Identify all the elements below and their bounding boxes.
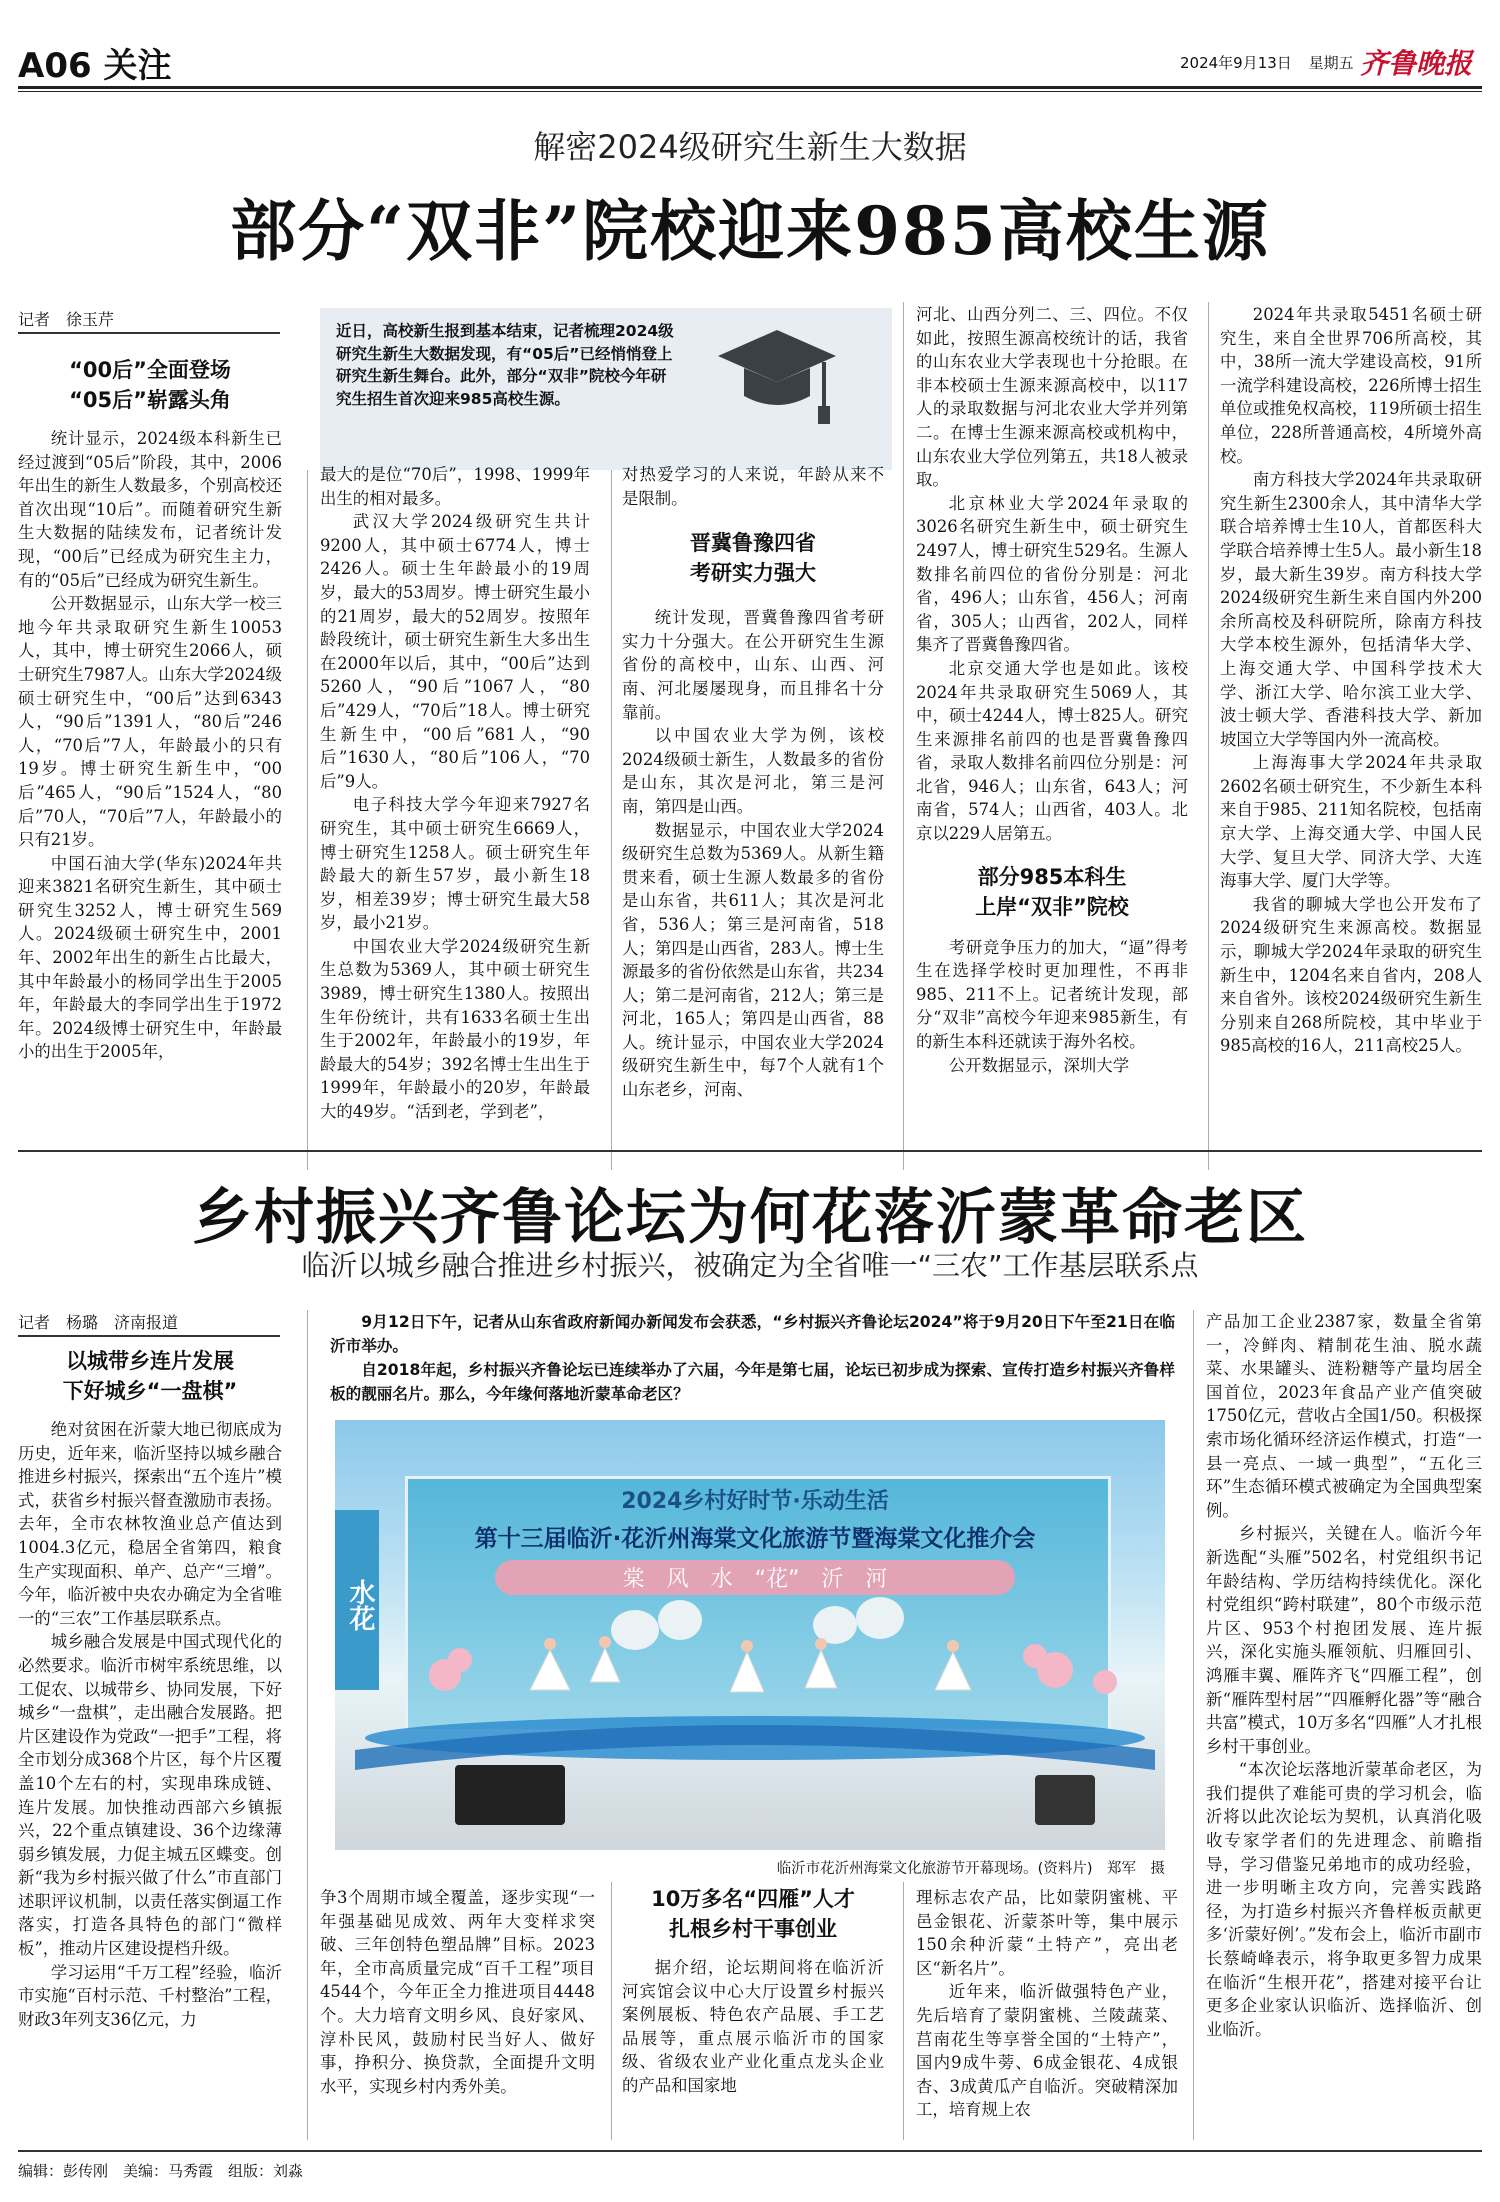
col-rule — [307, 1310, 308, 2140]
paragraph: 自2018年起，乡村振兴齐鲁论坛已连续举办了六届，今年是第七届，论坛已初步成为探索、宣传打造乡村振兴齐鲁样板的靓丽名片。那么，今年缘何落地沂蒙革命老区？ — [330, 1361, 1175, 1403]
col-rule — [307, 470, 308, 1170]
graduation-cap-icon — [712, 322, 842, 432]
article1-column-3 — [622, 463, 884, 1175]
paragraph: 北京林业大学2024年录取的3026名研究生新生中，硕士研究生2497人，博士研究生529名。生源人数排名前四位的省份分别是：河北省，496人；山东省，456人；河南省，305人；山西省，202人，同样集齐了晋冀鲁豫四省。 — [916, 493, 1188, 655]
article2-subhead-1: 以城带乡连片发展 下好城乡“一盘棋” — [62, 1349, 238, 1403]
article2-lead — [330, 1310, 1175, 1406]
article2-column-5 — [1206, 1310, 1482, 2136]
col-rule — [611, 1882, 612, 2140]
photo-caption: 临沂市花沂州海棠文化旅游节开幕现场。(资料片) 郑军 摄 — [776, 1861, 1165, 1877]
col-rule — [1208, 302, 1209, 1170]
paragraph: 9月12日下午，记者从山东省政府新闻办新闻发布会获悉，“乡村振兴齐鲁论坛2024”将于9月20日下午至21日在临沂市举办。 — [330, 1313, 1175, 1355]
paragraph: 南方科技大学2024年共录取研究生新生2300余人，其中清华大学联合培养博士生10人，首都医科大学联合培养博士生5人。最小新生18岁，最大新生39岁。南方科技大学2024级研究生新生来自国内外200余所高校及科研院所，除南方科技大学本校生源外，包括清华大学、上海交通大学、中国科学技术大学、浙江大学、哈尔滨工业大学、波士顿大学、香港科技大学、新加坡国立大学等国内外一流高校。 — [1220, 470, 1482, 749]
issue-date — [1180, 52, 1354, 73]
paragraph: 中国石油大学(华东)2024年共迎来3821名研究生新生，其中硕士研究生3252人，博士研究生569人。2024级硕士研究生中，2001年、2002年出生的新生占比最大，其中年龄最小的杨同学出生于2005年，年龄最大的李同学出生于1972年。2024级博士研究生中，年龄最小的出生于2005年， — [18, 853, 282, 1062]
paragraph: 公开数据显示，深圳大学 — [948, 1055, 1130, 1075]
paragraph: 考研竞争压力的加大，“逼”得考生在选择学校时更加理性，不再非985、211不上。记者统计发现，部分“双非”高校今年迎来985新生，有的新生本科还就读于海外名校。 — [916, 937, 1188, 1052]
paragraph: 统计显示，2024级本科新生已经过渡到“05后”阶段，其中，2006年出生的新生人数最多，个别高校还首次出现“10后”。而随着研究生新生大数据的陆续发布，记者统计发现，“00后”已经成为研究生主力，有的“05后”已经成为研究生新生。 — [18, 429, 282, 590]
article2-subhead-2: 10万多名“四雁”人才 扎根乡村干事创业 — [651, 1887, 855, 1941]
article1-subhead-1: “00后”全面登场 “05后”崭露头角 — [69, 358, 231, 412]
paragraph: 争3个周期市域全覆盖，逐步实现“一年强基础见成效、两年大变样求突破、三年创特色塑品牌”目标。2023年，全市高质量完成“百千工程”项目4544个，今年正全力推进项目4448个。大力培育文明乡风、良好家风、淳朴民风，鼓励村民当好人、做好事，挣积分、换贷款，全面提升文明水平，实现乡村内秀外美。 — [320, 1888, 595, 2096]
weekday-text: 星期五 — [1308, 54, 1354, 72]
paragraph: 乡村振兴，关键在人。临沂今年新选配“头雁”502名，村党组织书记年龄结构、学历结构持续优化。深化村党组织“跨村联建”，80个市级示范片区、953个村抱团发展、连片振兴，深化实施头雁领航、归雁回引、鸿雁丰翼、雁阵齐飞“四雁工程”，创新“雁阵型村居”“四雁孵化器”等“融合共富”模式，10万多名“四雁”人才扎根乡村干事创业。 — [1206, 1524, 1482, 1756]
event-photo — [335, 1420, 1165, 1850]
article1-subhead-2: 晋冀鲁豫四省 考研实力强大 — [690, 531, 816, 586]
section-divider — [18, 1150, 1482, 1152]
paragraph: 理标志农产品，比如蒙阴蜜桃、平邑金银花、沂蒙茶叶等，集中展示150余种沂蒙“土特产”，亮出老区“新名片”。 — [916, 1888, 1178, 1978]
article1-headline: 部分“双非”院校迎来985高校生源 — [230, 192, 1270, 270]
header-rule-thin — [18, 91, 1482, 92]
paragraph: 学习运用“千万工程”经验，临沂市实施“百村示范、千村整治”工程，财政3年列支36亿元，力 — [18, 1962, 282, 2029]
stage-performers-illustration — [335, 1420, 1165, 1850]
article1-column-1 — [18, 345, 282, 1175]
article2-column-3 — [622, 1882, 884, 2137]
paragraph: 中国农业大学2024级研究生新生总数为5369人，其中硕士研究生3989，博士研究生1380人。按照出生年份统计，共有1633名硕士生出生于2002年，年龄最小的19岁，年龄最大的54岁；392名博士生出生于1999年，年龄最小的20岁，年龄最大的49岁。“活到老，学到老”， — [320, 936, 590, 1122]
paragraph: 上海海事大学2024年共录取2602名硕士研究生，不少新生本科来自于985、211知名院校，包括南京大学、上海交通大学、中国人民大学、复旦大学、同济大学、大连海事大学、厦门大学等。 — [1220, 753, 1482, 891]
side-sign: 水花 — [335, 1510, 379, 1690]
paragraph: “本次论坛落地沂蒙革命老区，为我们提供了难能可贵的学习机会，临沂将以此次论坛为契机，认真消化吸收专家学者们的先进理念、前瞻指导，学习借鉴兄弟地市的成功经验，进一步明晰主攻方向，完善实践路径，为打造乡村振兴齐鲁样板贡献更多‘沂蒙好例’。”发布会上，临沂市副市长蔡崎峰表示，将争取更多智力成果在临沂“生根开花”，搭建对接平台让更多企业家认识临沂、选择临沂、创业临沂。 — [1206, 1760, 1482, 2039]
paper-logo: 齐鲁晚报 — [1360, 47, 1473, 80]
banner-slogan: 2024乡村好时节·乐动生活 — [621, 1489, 889, 1514]
article2-column-4 — [916, 1886, 1178, 2136]
footer-credits: 编辑：彭传刚 美编：马秀霞 组版：刘淼 — [18, 2162, 304, 2180]
paragraph: 城乡融合发展是中国式现代化的必然要求。临沂市树牢系统思维，以工促农、以城带乡、协同发展，下好城乡“一盘棋”，走出融合发展路。把片区建设作为党政“一把手”工程，将全市划分成368个片区，每个片区覆盖10个左右的村，实现串珠成链、连片发展。加快推动西部六乡镇振兴，22个重点镇建设、36个边缘薄弱乡镇发展，力促主城五区蝶变。创新“我为乡村振兴做了什么”市直部门述职评议机制，以责任落实倒逼工作落实，打造各具特色的部门“微样板”，推动片区建设提档升级。 — [18, 1632, 282, 1959]
paragraph: 武汉大学2024级研究生共计9200人，其中硕士6774人，博士2426人。硕士生年龄最小的19周岁，最大的53周岁。博士研究生最小的21周岁，最大的52周岁。按照年龄段统计，硕士研究生新生大多出生在2000年以后，其中，“00后”达到5260人，“90后”1067人，“80后”429人，“70后”18人。博士研究生新生中，“00后”681人，“90后”1630人，“80后”106人，“70后”9人。 — [320, 512, 590, 791]
paragraph: 北京交通大学也是如此。该校2024年共录取研究生5069人，其中，硕士4244人，博士825人。研究生来源排名前四的也是晋冀鲁豫四省，录取人数排名前四位分别是：河北省，946人；山东省，643人；河南省，574人；山西省，403人。北京以229人居第五。 — [916, 658, 1188, 844]
col-rule — [1193, 1310, 1194, 2140]
article2-deck: 临沂以城乡融合推进乡村振兴，被确定为全省唯一“三农”工作基层联系点 — [301, 1249, 1199, 1282]
footer-rule — [18, 2150, 1482, 2152]
paragraph: 据介绍，论坛期间将在临沂沂河宾馆会议中心大厅设置乡村振兴案例展板、特色农产品展、手工艺品展等，重点展示临沂市的国家级、省级农业产业化重点龙头企业的产品和国家地 — [622, 1958, 884, 2095]
article1-column-5 — [1220, 303, 1482, 1175]
paragraph: 河北、山西分列二、三、四位。不仅如此，按照生源高校统计的话，我省的山东农业大学表现也十分抢眼。在非本校硕士生源来源高校中，以117人的录取数据与河北农业大学并列第二。在博士生源来源高校或机构中，山东农业大学位列第五，共18人被录取。 — [916, 305, 1188, 490]
paragraph: 电子科技大学今年迎来7927名研究生，其中硕士研究生6669人，博士研究生1258人。硕士研究生年龄最大的新生57岁，最小新生18岁，相差39岁；博士研究生最大58岁，最小21岁。 — [320, 795, 590, 933]
article1-lead: 近日，高校新生报到基本结束，记者梳理2024级研究生新生大数据发现，有“05后”已经悄悄登上研究生新生舞台。此外，部分“双非”院校今年研究生招生首次迎来985高校生源。 — [336, 322, 674, 408]
paragraph: 最大的是位“70后”，1998、1999年出生的相对最多。 — [320, 465, 590, 508]
paragraph: 数据显示，中国农业大学2024级研究生总数为5369人。从新生籍贯来看，硕士生源人数最多的省份是山东省，共611人；其次是河北省，536人；第三是河南省，518人；第四是山西省，283人。博士生源最多的省份依然是山东省，共234人；第二是河南省，212人；第三是河北，165人；第四是山西省，88人。统计显示，中国农业大学2024级研究生新生中，每7个人就有1个山东老乡，河南、 — [622, 820, 884, 1100]
page-label: A06 关注 — [18, 46, 172, 86]
banner-event-title: 第十三届临沂·花沂州海棠文化旅游节暨海棠文化推介会 — [474, 1526, 1036, 1552]
banner-motto: 棠 风 水 “花” 沂 河 — [495, 1560, 1015, 1595]
col-rule — [903, 1882, 904, 2140]
date-text: 2024年9月13日 — [1180, 54, 1292, 72]
article1-subhead-3: 部分985本科生 上岸“双非”院校 — [975, 864, 1129, 919]
paragraph: 产品加工企业2387家，数量全省第一，冷鲜肉、精制花生油、脱水蔬菜、水果罐头、涟粉糖等产量均居全国首位，2023年食品产业产值突破1750亿元，营收占全国1/50。积极探索市场化循环经济运作模式，打造“一县一亮点、一域一典型”，“五化三环”生态循环模式被确定为全国典型案例。 — [1206, 1312, 1482, 1520]
paragraph: 2024年共录取5451名硕士研究生，来自全世界706所高校，其中，38所一流大学建设高校，91所一流学科建设高校，226所博士招生单位或推免权高校，119所硕士招生单位，228所普通高校，4所境外高校。 — [1220, 305, 1482, 466]
article1-column-2 — [320, 463, 590, 1175]
paragraph: 以中国农业大学为例，该校2024级硕士新生，人数最多的省份是山东，其次是河北，第三是河南，第四是山西。 — [622, 726, 884, 816]
article1-kicker: 解密2024级研究生新生大数据 — [533, 128, 967, 166]
paragraph: 我省的聊城大学也公开发布了2024级研究生来源高校。数据显示，聊城大学2024年录取的研究生新生中，1204名来自省内，208人来自省外。该校2024级研究生新生分别来自268所院校，其中毕业于985高校的16人，211高校25人。 — [1220, 894, 1482, 1056]
paragraph: 统计发现，晋冀鲁豫四省考研实力十分强大。在公开研究生生源省份的高校中，山东、山西、河南、河北屡屡现身，而且排名十分靠前。 — [622, 608, 884, 722]
paragraph: 绝对贫困在沂蒙大地已彻底成为历史，近年来，临沂坚持以城乡融合推进乡村振兴，探索出“五个连片”模式，获省乡村振兴督查激励市表扬。去年，全市农林牧渔业总产值达到1004.3亿元，稳居全省第四，粮食生产实现面积、单产、总产“三增”。今年，临沂被中央农办确定为全省唯一的“三农”工作基层联系点。 — [18, 1420, 282, 1628]
paragraph: 近年来，临沂做强特色产业，先后培育了蒙阴蜜桃、兰陵蔬菜、莒南花生等享誉全国的“土特产”，国内9成牛蒡、6成金银花、4成银杏、3成黄瓜产自临沂。突破精深加工，培育规上农 — [916, 1982, 1178, 2120]
article1-byline: 记者 徐玉芹 — [18, 307, 280, 334]
article1-column-4 — [916, 303, 1188, 1175]
paragraph: 对热爱学习的人来说，年龄从来不是限制。 — [622, 465, 884, 508]
col-rule — [611, 470, 612, 1170]
col-rule — [903, 302, 904, 1170]
article2-byline: 记者 杨璐 济南报道 — [18, 1310, 280, 1337]
article2-headline: 乡村振兴齐鲁论坛为何花落沂蒙革命老区 — [192, 1183, 1308, 1253]
header-rule — [18, 86, 1482, 89]
article2-column-2 — [320, 1886, 595, 2136]
article1-lead-box — [320, 308, 892, 470]
paragraph: 公开数据显示，山东大学一校三地今年共录取研究生新生10053人，其中，博士研究生2066人，硕士研究生7987人。山东大学2024级硕士研究生中，“00后”达到6343人，“90后”1391人，“80后”246人，“70后”7人，年龄最小的只有19岁。博士研究生新生中，“00后”465人，“90后”1524人，“80后”70人，“70后”7人，年龄最小的只有21岁。 — [18, 594, 282, 850]
article2-column-1 — [18, 1336, 282, 2136]
